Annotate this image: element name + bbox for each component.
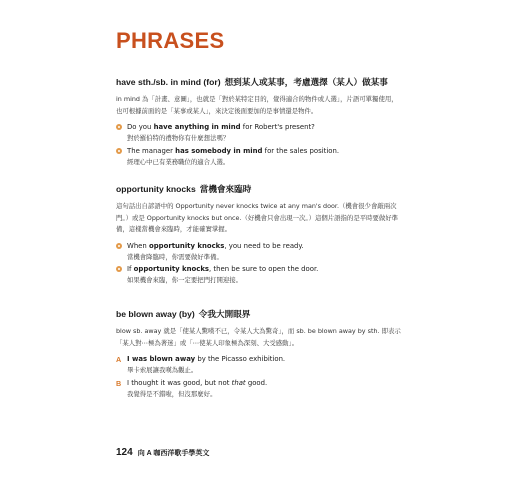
example-en-phrase: opportunity knocks (148, 241, 225, 250)
phrase-heading-zh: 令我大開眼界 (198, 309, 251, 319)
phrase-heading-en: opportunity knocks (116, 184, 196, 194)
example-en-text: The manager (127, 146, 176, 155)
example-zh: 我覺得是不錯啦，但沒那麼好。 (127, 389, 217, 398)
example-en-text: Do you (127, 123, 154, 132)
page-number: 124 (116, 447, 133, 458)
phrase-heading (116, 76, 401, 88)
example-en-text: by the Picasso exhibition. (195, 355, 286, 364)
example-en-text: When (127, 241, 149, 250)
phrase-description: 這句話出自諺語中的 Opportunity never knocks twice at any man's door.（機會很少會敲兩次門。）或是 Opportunity knocks but once.（好機會只會出現一次。）這個片語指的是平時要做好準備，這樣當機會來臨時，才能確實掌握。 (116, 202, 399, 234)
bullet-icon (116, 266, 122, 272)
phrase-description: blow sb. away 就是「使某人驚嘆不已，令某人大為驚奇」，而 sb. be blown away by sth. 即表示「某人對⋯極為著迷」或「⋯使某人印象極為深刻、大受感動」。 (116, 327, 401, 347)
book-title: 向 A 咖西洋歌手學英文 (137, 450, 210, 457)
bullet-icon (116, 124, 122, 130)
speaker-marker: A (116, 355, 122, 365)
speaker-marker: B (116, 378, 122, 388)
example-item (116, 264, 401, 286)
example-zh: 經理心中已有業務職位的適合人選。 (127, 157, 230, 166)
example-en-text: , you need to be ready. (224, 241, 304, 250)
phrase-section-have-in-mind (116, 76, 401, 169)
example-en-text: If (127, 265, 134, 274)
example-zh: 畢卡索展讓我嘆為觀止。 (127, 366, 198, 375)
example-en-text: , then be sure to open the door. (209, 265, 319, 274)
example-zh: 對於羅伯特的禮物你有什麼想法嗎？ (127, 134, 230, 143)
example-en (127, 354, 401, 365)
example-zh: 如果機會來臨，你一定要把門打開迎接。 (127, 276, 243, 285)
example-en-text: I thought it was good, but not (127, 378, 232, 387)
phrase-heading (116, 183, 401, 195)
bullet-icon (116, 148, 122, 154)
example-item (116, 146, 401, 168)
phrase-heading-en: be blown away (by) (116, 309, 195, 319)
phrase-section-blown-away (116, 308, 401, 401)
dialogue-line-b (116, 378, 401, 400)
page-title: PHRASES (116, 28, 225, 53)
page-footer (116, 442, 209, 460)
bullet-icon (116, 243, 122, 249)
example-en (127, 146, 401, 157)
phrase-heading-en: have sth./sb. in mind (for) (116, 77, 221, 87)
example-en-phrase: I was blown away (127, 355, 196, 364)
dialogue-line-a (116, 354, 401, 376)
phrase-heading (116, 308, 401, 320)
example-en-phrase: have anything in mind (153, 123, 241, 132)
example-zh: 當機會降臨時，你需要做好準備。 (127, 252, 223, 261)
example-en (127, 241, 401, 252)
example-item (116, 241, 401, 263)
example-en-text: good. (245, 378, 268, 387)
example-en-text: for the sales position. (262, 146, 340, 155)
example-en-text: for Robert's present? (240, 123, 315, 132)
example-en (127, 378, 401, 389)
phrase-heading-zh: 當機會來臨時 (199, 184, 252, 194)
example-item (116, 122, 401, 144)
phrase-section-opportunity-knocks (116, 183, 401, 288)
example-en (127, 264, 401, 275)
example-en (127, 122, 401, 133)
phrase-heading-zh: 想到某人或某事，考慮選擇（某人）做某事 (224, 77, 388, 87)
phrase-description: in mind 為「計畫、意圖」，也就是「對於某特定目的，覺得適合的物件或人選」，片語可單獨使用，也可根據前面的是「某事或某人」，來決定後面要加的是事情還是物件。 (116, 95, 398, 115)
example-en-phrase: has somebody in mind (175, 146, 263, 155)
example-en-phrase: opportunity knocks (133, 265, 210, 274)
example-en-emphasis: that (231, 378, 246, 387)
